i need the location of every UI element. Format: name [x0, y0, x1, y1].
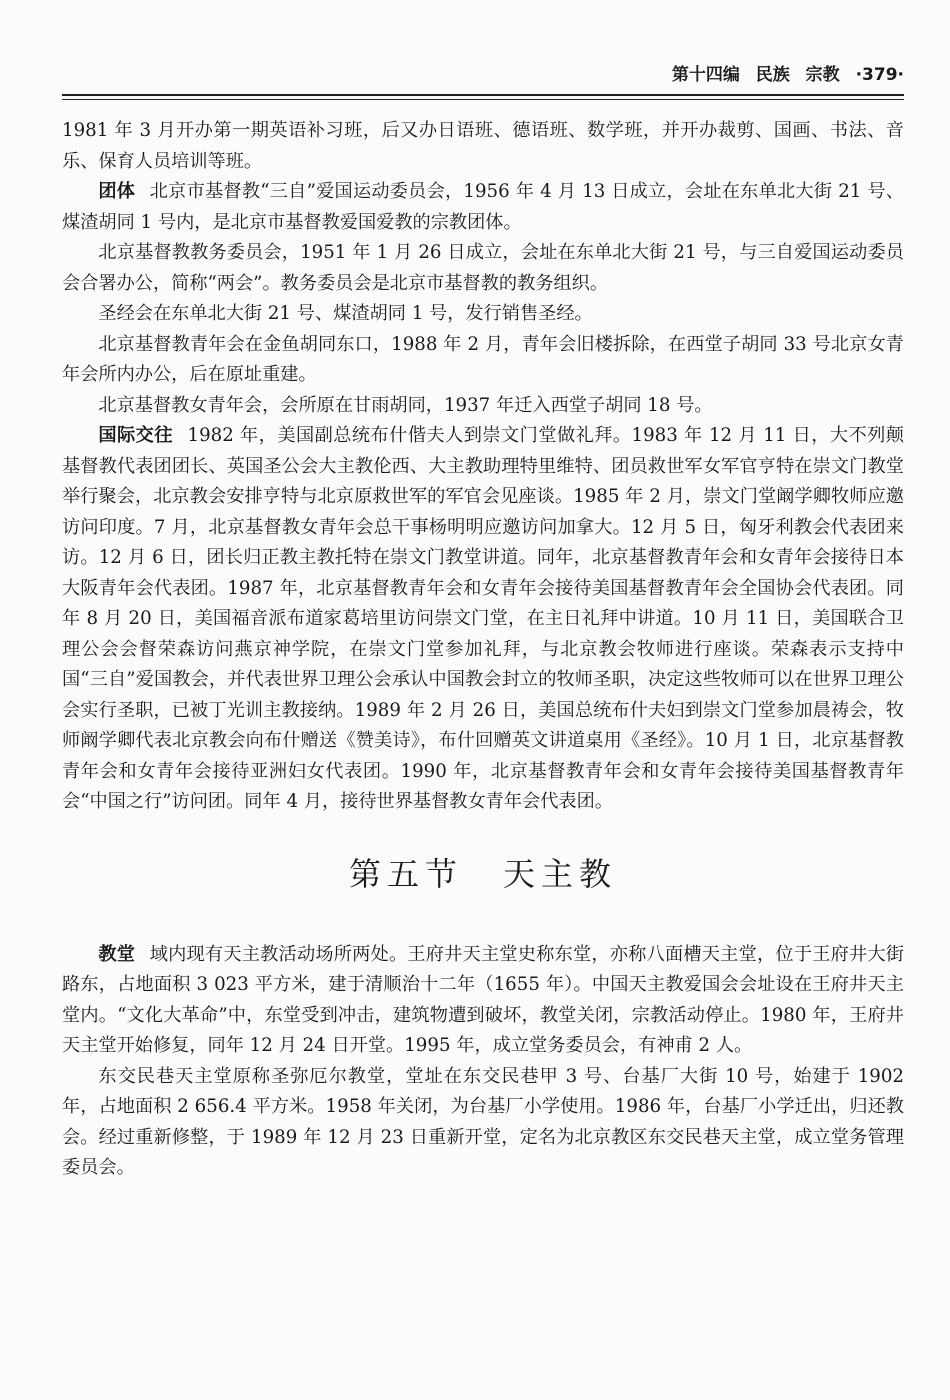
protestant-section-text [62, 116, 904, 818]
paragraph [62, 177, 904, 238]
section-number: 第五节 [348, 854, 463, 893]
header-rule-thick [62, 94, 904, 96]
header-section: 第十四编 [671, 65, 740, 85]
paragraph [62, 421, 904, 818]
paragraph [62, 391, 904, 422]
paragraph-text: 北京基督教女青年会，会所原在甘雨胡同，1937 年迁入西堂子胡同 18 号。 [98, 394, 713, 416]
paragraph-text: 1981 年 3 月开办第一期英语补习班，后又办日语班、德语班、数学班，并开办裁剪、国画、书法、音乐、保育人员培训等班。 [62, 120, 904, 172]
section-name: 天主教 [503, 854, 618, 893]
paragraph-text: 北京基督教青年会在金鱼胡同东口，1988 年 2 月，青年会旧楼拆除，在西堂子胡同 33 号北京女青年会所内办公，后在原址重建。 [62, 333, 904, 385]
paragraph-term: 团体 [98, 181, 136, 202]
paragraph-term: 国际交往 [98, 425, 173, 446]
paragraph-term: 教堂 [98, 943, 136, 965]
paragraph-text: 1982 年，美国副总统布什偕夫人到崇文门堂做礼拜。1983 年 12 月 11 日，大不列颠基督教代表团团长、英国圣公会大主教伦西、大主教助理特里维特、团员救世军女军官亨特在崇文门教堂举行聚会，北京教会安排亨特与北京原救世军的军官会见座谈。1985 年 2 月，崇文门堂阚学卿牧师应邀访问印度。7 月，北京基督教女青年会总干事杨明明应邀访问加拿大。12 月 5 日，匈牙利教会代表团来访。12 月 6 日，团长归正教主教托特在崇文门教堂讲道。同年，北京基督教青年会和女青年会接待日本大阪青年会代表团。1987 年，北京基督教青年会和女青年会接待美国基督教青年会全国协会代表团。同年 8 月 20 日，美国福音派布道家葛培里访问崇文门堂，在主日礼拜中讲道。10 月 11 日，美国联合卫理公会会督荣森访问燕京神学院，在崇文门堂参加礼拜，与北京教会牧师进行座谈。荣森表示支持中国“三自”爱国教会，并代表世界卫理公会承认中国教会封立的牧师圣职，决定这些牧师可以在世界卫理公会实行圣职，已被丁光训主教接纳。1989 年 2 月 26 日，美国总统布什夫妇到崇文门堂参加晨祷会，牧师阚学卿代表北京教会向布什赠送《赞美诗》，布什回赠英文讲道桌用《圣经》。10 月 1 日，北京基督教青年会和女青年会接待亚洲妇女代表团。1990 年，北京基督教青年会和女青年会接待美国基督教青年会“中国之行”访问团。同年 4 月，接待世界基督教女青年会代表团。 [62, 425, 904, 812]
page-number: ·379· [855, 65, 904, 85]
paragraph-text: 北京市基督教“三自”爱国运动委员会，1956 年 4 月 13 日成立，会址在东单北大街 21 号、煤渣胡同 1 号内，是北京市基督教爱国爱教的宗教团体。 [62, 181, 904, 233]
header-topic-1: 民族 [755, 65, 790, 85]
paragraph-text: 东交民巷天主堂原称圣弥厄尔教堂，堂址在东交民巷甲 3 号、台基厂大街 10 号，始建于 1902 年，占地面积 2 656.4 平方米。1958 年关闭，为台基厂小学使用。1986 年，台基厂小学迁出，归还教会。经过重新修整，于 1989 年 12 月 23 日重新开堂，定名为北京教区东交民巷天主堂，成立堂务管理委员会。 [62, 1065, 904, 1178]
paragraph [62, 330, 904, 391]
paragraph [62, 940, 904, 1062]
paragraph [62, 299, 904, 330]
header-topic-2: 宗教 [805, 65, 840, 85]
paragraph [62, 238, 904, 299]
catholic-section-text [62, 940, 904, 1184]
paragraph-text: 北京基督教教务委员会，1951 年 1 月 26 日成立，会址在东单北大街 21 号，与三自爱国运动委员会合署办公，简称“两会”。教务委员会是北京市基督教的教务组织。 [62, 242, 904, 294]
section-title [62, 854, 904, 894]
paragraph-text: 圣经会在东单北大街 21 号、煤渣胡同 1 号，发行销售圣经。 [98, 303, 593, 324]
paragraph-text: 域内现有天主教活动场所两处。王府井天主堂史称东堂，亦称八面槽天主堂，位于王府井大街路东，占地面积 3 023 平方米，建于清顺治十二年（1655 年）。中国天主教爱国会会址设在王府井天主堂内。“文化大革命”中，东堂受到冲击，建筑物遭到破坏，教堂关闭，宗教活动停止。1980 年，王府井天主堂开始修复，同年 12 月 24 日开堂。1995 年，成立堂务委员会，有神甫 2 人。 [62, 943, 904, 1056]
page-body [62, 116, 904, 1184]
paragraph [62, 1062, 904, 1184]
paragraph [62, 116, 904, 177]
header-rule-thin [62, 99, 904, 100]
running-header [62, 58, 904, 92]
